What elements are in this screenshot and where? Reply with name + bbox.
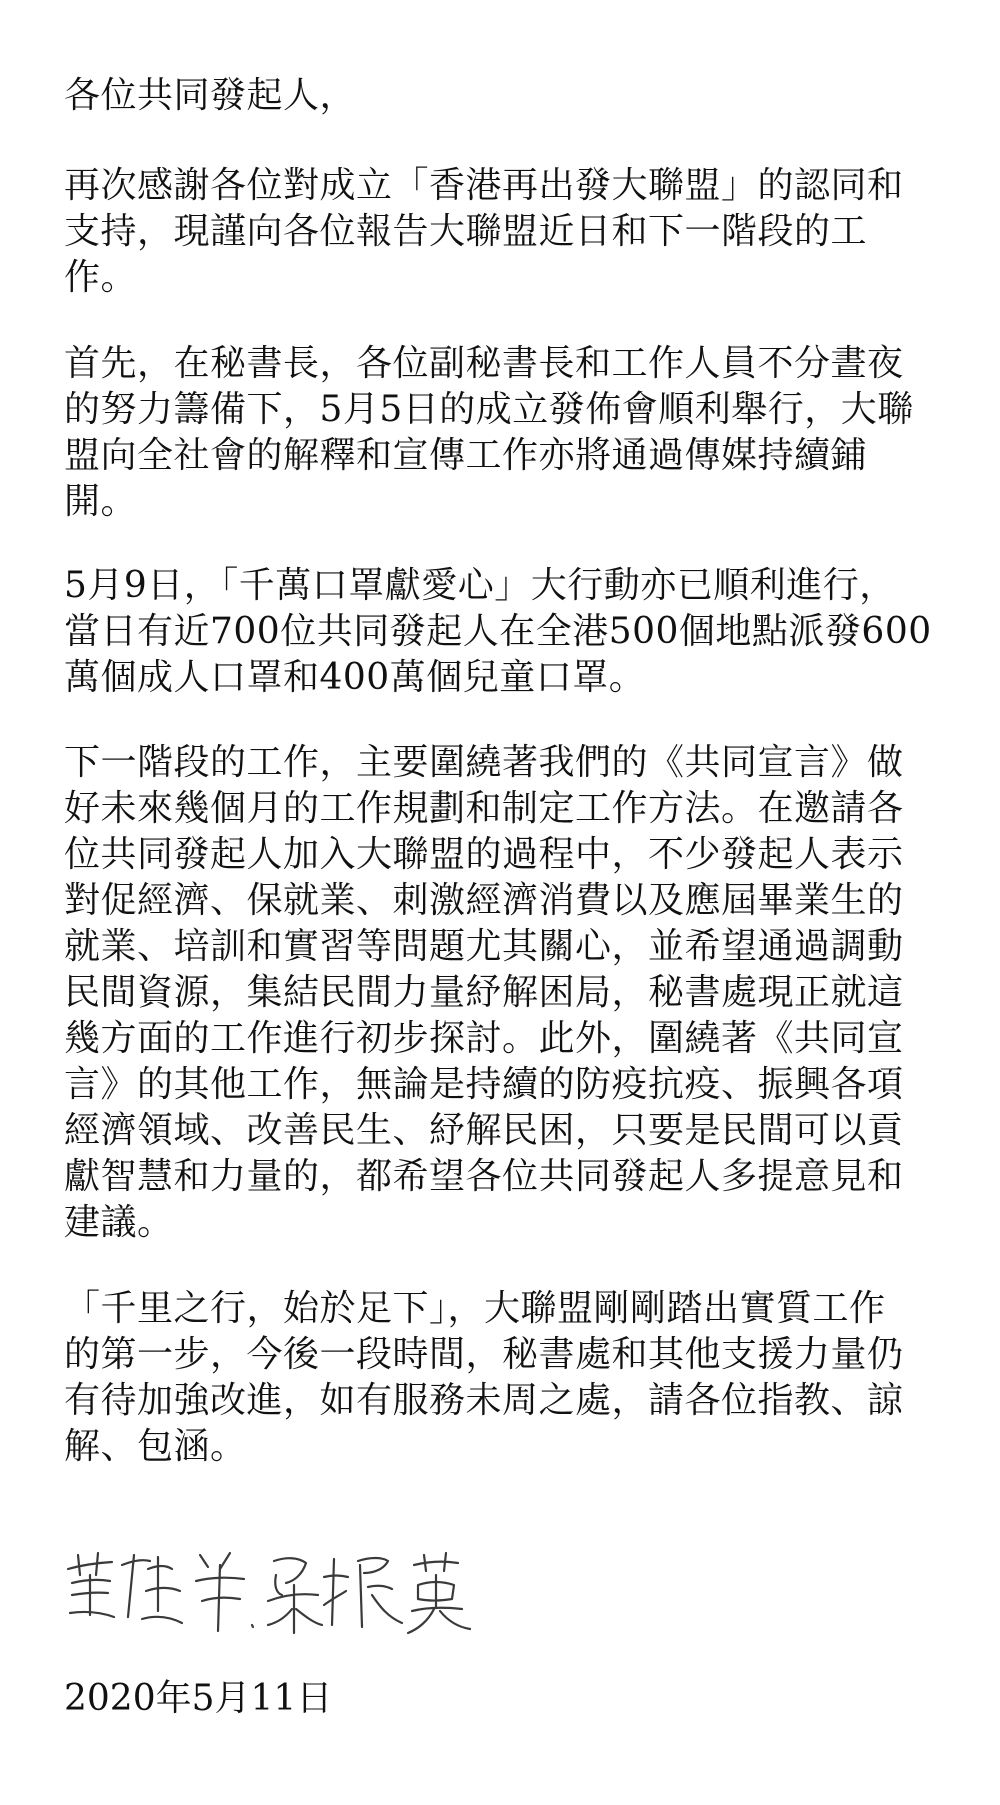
paragraph-2-line-3: 盟向全社會的解釋和宣傳工作亦將通過傳媒持續鋪 [64, 435, 868, 476]
paragraph-2-line-1: 首先，在秘書長，各位副秘書長和工作人員不分晝夜 [64, 343, 904, 384]
paragraph-4-line-9: 經濟領域、改善民生、紓解民困，只要是民間可以貢 [64, 1110, 904, 1151]
paragraph-3-line-3: 萬個成人口罩和400萬個兒童口罩。 [64, 657, 646, 698]
paragraph-3-line-1: 5月9日，「千萬口罩獻愛心」大行動亦已順利進行， [64, 565, 896, 606]
paragraph-3-line-2: 當日有近700位共同發起人在全港500個地點派發600 [64, 611, 932, 652]
signatures [62, 1535, 522, 1645]
paragraph-4-line-2: 好未來幾個月的工作規劃和制定工作方法。在邀請各 [64, 788, 904, 829]
paragraph-1-line-2: 支持，現謹向各位報告大聯盟近日和下一階段的工 [64, 211, 868, 252]
paragraph-4-line-1: 下一階段的工作，主要圍繞著我們的《共同宣言》做 [64, 742, 904, 783]
signature-2 [268, 1553, 470, 1633]
paragraph-5-line-1: 「千里之行，始於足下」，大聯盟剛剛踏出實質工作 [64, 1288, 886, 1329]
salutation: 各位共同發起人， [64, 75, 357, 116]
paragraph-4-line-11: 建議。 [64, 1202, 174, 1243]
paragraph-4-line-7: 幾方面的工作進行初步探討。此外，圍繞著《共同宣 [64, 1018, 904, 1059]
paragraph-2-line-4: 開。 [64, 481, 138, 522]
paragraph-4-line-8: 言》的其他工作，無論是持續的防疫抗疫、振興各項 [64, 1064, 904, 1105]
paragraph-4-line-6: 民間資源，集結民間力量紓解困局，秘書處現正就這 [64, 972, 904, 1013]
paragraph-4-line-4: 對促經濟、保就業、刺激經濟消費以及應屆畢業生的 [64, 880, 904, 921]
paragraph-1-line-1: 再次感謝各位對成立「香港再出發大聯盟」的認同和 [64, 165, 904, 206]
paragraph-5-line-4: 解、包涵。 [64, 1426, 247, 1467]
paragraph-4-line-3: 位共同發起人加入大聯盟的過程中，不少發起人表示 [64, 834, 904, 875]
letter-date: 2020年5月11日 [64, 1678, 333, 1719]
paragraph-4-line-10: 獻智慧和力量的，都希望各位共同發起人多提意見和 [64, 1156, 904, 1197]
paragraph-2-line-2: 的努力籌備下，5月5日的成立發佈會順利舉行，大聯 [64, 389, 914, 430]
paragraph-5-line-2: 的第一步，今後一段時間，秘書處和其他支援力量仍 [64, 1334, 904, 1375]
handwritten-signatures [62, 1535, 522, 1645]
paragraph-4-line-5: 就業、培訓和實習等問題尤其關心，並希望通過調動 [64, 926, 904, 967]
paragraph-1-line-3: 作。 [64, 257, 138, 298]
signature-1 [68, 1553, 253, 1631]
paragraph-5-line-3: 有待加強改進，如有服務未周之處，請各位指教、諒 [64, 1380, 904, 1421]
